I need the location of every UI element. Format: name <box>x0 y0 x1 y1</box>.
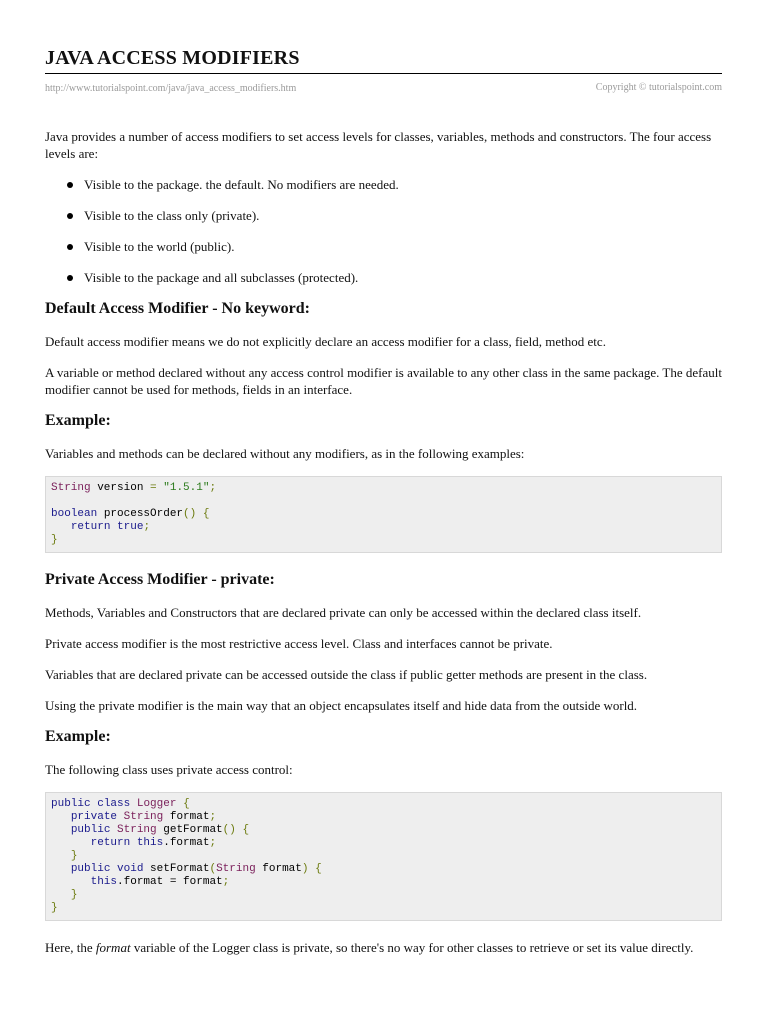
default-paragraph-1: Default access modifier means we do not explicitly declare an access modifier for a class, field, method etc. <box>45 334 606 349</box>
bullet-icon <box>67 213 73 219</box>
intro-paragraph: Java provides a number of access modifiers to set access levels for classes, variables, methods and constructors. The four access levels are: <box>45 129 712 161</box>
source-url[interactable]: http://www.tutorialspoint.com/java/java_access_modifiers.htm <box>45 83 297 94</box>
private-example-heading: Example: <box>45 728 111 745</box>
list-item <box>45 176 722 193</box>
closing-paragraph: Here, the format variable of the Logger class is private, so there's no way for other classes to retrieve or set its value directly. <box>45 940 694 955</box>
private-paragraph-3: Variables that are declared private can be accessed outside the class if public getter methods are present in the class. <box>45 667 648 682</box>
list-item-text: Visible to the world (public). <box>84 239 235 254</box>
bullet-icon <box>67 182 73 188</box>
list-item-text: Visible to the class only (private). <box>84 208 260 223</box>
format-emphasis: format <box>95 940 131 955</box>
copyright-notice: Copyright © tutorialspoint.com <box>595 82 722 93</box>
default-modifier-heading: Default Access Modifier - No keyword: <box>45 300 310 317</box>
list-item <box>45 238 722 255</box>
access-levels-list <box>45 176 722 286</box>
default-example-text: Variables and methods can be declared without any modifiers, as in the following examples: <box>45 446 525 461</box>
private-paragraph-1: Methods, Variables and Constructors that are declared private can only be accessed within the declared class itself. <box>45 605 642 620</box>
page-title: JAVA ACCESS MODIFIERS <box>45 47 300 69</box>
private-example-text: The following class uses private access control: <box>45 762 293 777</box>
private-code-block: public class Logger { private String format; public String getFormat() { return this.format; } public void setFormat(String format) { this.format = format; } } <box>45 792 722 921</box>
title-divider <box>45 73 722 74</box>
list-item <box>45 207 722 224</box>
list-item <box>45 269 722 286</box>
private-paragraph-2: Private access modifier is the most restrictive access level. Class and interfaces cannot be private. <box>45 636 553 651</box>
list-item-text: Visible to the package and all subclasses (protected). <box>84 270 359 285</box>
private-modifier-heading: Private Access Modifier - private: <box>45 571 275 588</box>
private-paragraph-4: Using the private modifier is the main way that an object encapsulates itself and hide data from the outside world. <box>45 698 638 713</box>
document-body <box>45 128 722 970</box>
bullet-icon <box>67 244 73 250</box>
list-item-text: Visible to the package. the default. No modifiers are needed. <box>84 177 399 192</box>
default-code-block: String version = "1.5.1"; boolean processOrder() { return true; } <box>45 476 722 553</box>
bullet-icon <box>67 275 73 281</box>
default-paragraph-2: A variable or method declared without any access control modifier is available to any other class in the same package. The default modifier cannot be used for methods, fields in an interface. <box>45 365 722 397</box>
default-example-heading: Example: <box>45 412 111 429</box>
